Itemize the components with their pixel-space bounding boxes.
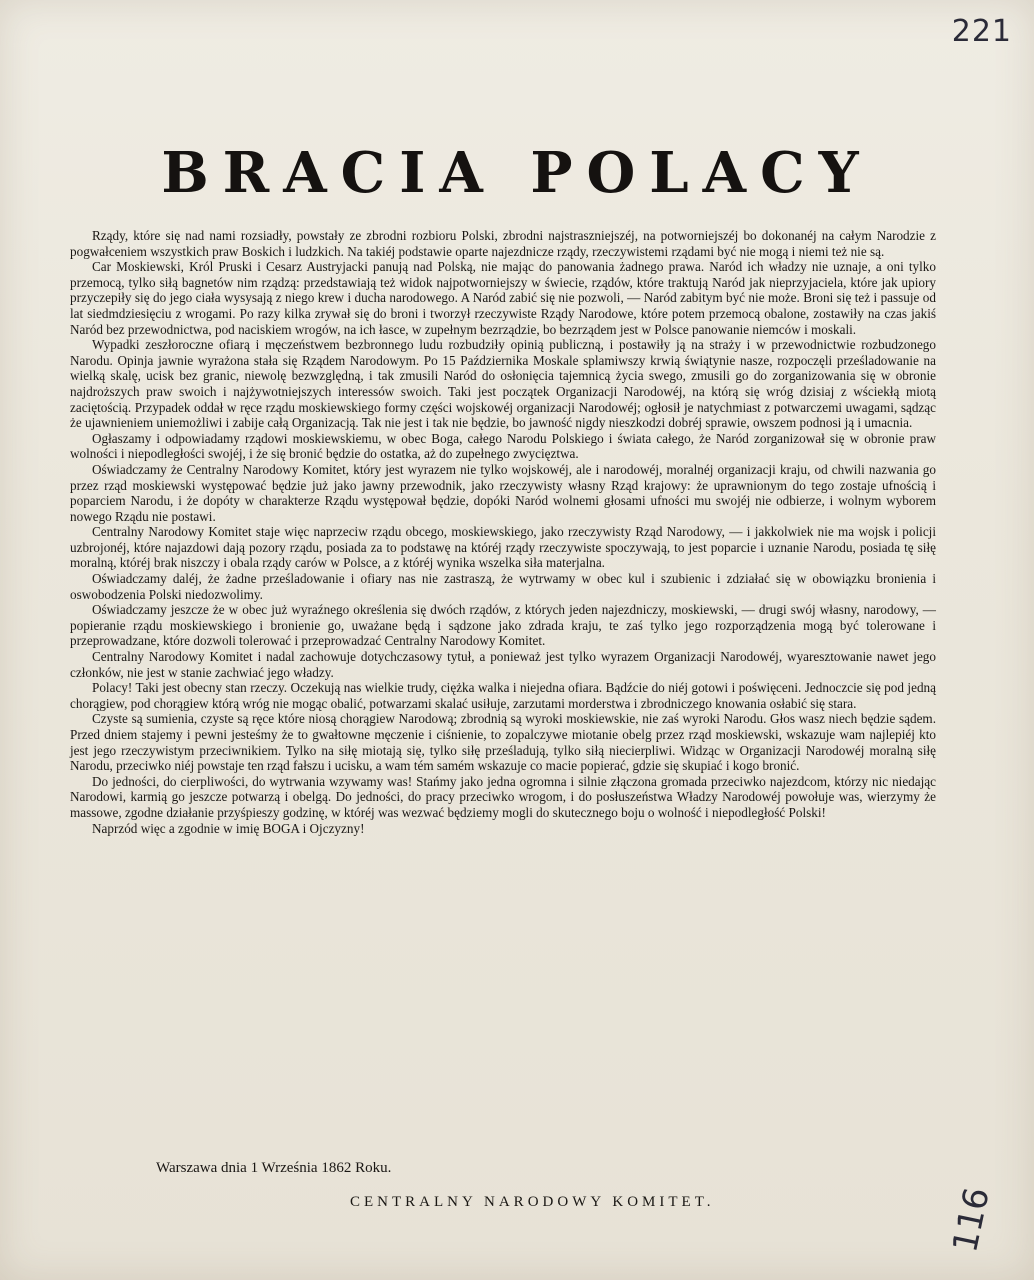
paragraph: Naprzód więc a zgodnie w imię BOGA i Ojczyzny! <box>92 820 365 836</box>
paragraph: Wypadki zeszłoroczne ofiarą i męczeństwem bezbronnego ludu rozbudziły opinią publiczną, i postawiły ją na straży i w przewodnictwie rozbudzonego Narodu. Opinja jawnie wyrażona stała się Rządem Narodowym. Po 15 Października Moskale splamiwszy krwią świątynie nasze, rozpoczęli prześladowanie na wielką skalę, ucisk bez granic, niewolę bezwzględną, i tak zmusili Naród do osłonięcia tajemnicą życia swego, zmusili go do zorganizowania się w obronie najdroższych praw swoich i najżywotniejszych interessów swoich. Taki jest początek Organizacji Narodowéj, na którą się wróg dzisiaj z wściekłą miotą zaciętością. Przypadek oddał w ręce rządu moskiewskiego formy części wojskowéj organizacji Narodowéj; ogłosił je natychmiast z potwarczemi uwagami, sądząc że ujawnieniem uniemożliwi i zabije całą Organizacją. Tak nie jest i tak nie będzie, bo jawność nigdy nieszkodzi dobréj sprawie, owszem podnosi ją i umacnia. <box>70 337 936 431</box>
paragraph: Polacy! Taki jest obecny stan rzeczy. Oczekują nas wielkie trudy, ciężka walka i niejedna ofiara. Bądźcie do niéj gotowi i poświęceni. Jednoczcie się pod jedną chorągiew, pod chorągiew którą wróg nie mogąc obalić, potwarzami skalać usiłuje, zarzutami morderstwa i zbrodniczego knowania osłabić się stara. <box>70 680 936 711</box>
signature: CENTRALNY NARODOWY KOMITET. <box>350 1194 715 1210</box>
paragraph: Oświadczamy jeszcze że w obec już wyraźnego określenia się dwóch rządów, z których jeden najezdniczy, moskiewski, — drugi swój własny, narodowy, — popieranie rządu moskiewskiego i bronienie go, uważane będą i sądzone jako zdrada kraju, te zaś tylko jego rozporządzenia mogą być tolerowane i przeprowadzane, które dozwoli tolerować i przeprowadzać Centralny Narodowy Komitet. <box>70 602 936 649</box>
paragraph: Czyste są sumienia, czyste są ręce które niosą chorągiew Narodową; zbrodnią są wyroki moskiewskie, nie zaś wyroki Narodu. Głos wasz niech będzie sądem. Przed dniem stajemy i pewni jesteśmy że to gwałtowne męczenie i ciśnienie, to zopalczywe miotanie obelg przez rząd moskiewski, wskazuje wam najlepiéj kto jest jego rzeczywistym przeciwnikiem. Tylko na siłę miotają się, tylko siłę prześladują, tylko siłą niecierpliwi. Widząc w Organizacji Narodowéj moralną siłę Narodu, przeciwko niéj powstaje ten rząd fałszu i ucisku, a wam tém samém wskazuje co macie popierać, gdzie się skupiać i kogo bronić. <box>70 711 936 774</box>
paragraph: Centralny Narodowy Komitet i nadal zachowuje dotychczasowy tytuł, a ponieważ jest tylko wyrazem Organizacji Narodowéj, wyaresztowanie nawet jego członków, nie jest w stanie zachwiać jego władzy. <box>70 649 936 680</box>
paragraph: Oświadczamy daléj, że żadne prześladowanie i ofiary nas nie zastraszą, że wytrwamy w obec kul i szubienic i zdziałać się w obowiązku bronienia i oswobodzenia Polski niedozwolimy. <box>70 571 936 602</box>
document-title: BRACIA POLACY <box>161 140 873 206</box>
date-line: Warszawa dnia 1 Września 1862 Roku. <box>156 1160 392 1176</box>
paragraph: Centralny Narodowy Komitet staje więc naprzeciw rządu obcego, moskiewskiego, jako rzeczywisty Rząd Narodowy, — i jakkolwiek nie ma wojsk i policji uzbrojonéj, które najazdowi dają pozory rządu, posiada za to podstawę na któréj rządy rzeczywiste spoczywają, to jest poparcie i uznanie Narodu, posiada tę siłę moralną, któréj brak niszczy i obala rządy carów w Polsce, a z któréj wynika wszelka siła materjalna. <box>70 524 936 571</box>
paragraph: Ogłaszamy i odpowiadamy rządowi moskiewskiemu, w obec Boga, całego Narodu Polskiego i świata całego, że Naród zorganizował się w obronie praw wolności i niepodległości swojéj, i że się bronić będzie do ostatka, aż do zupełnego zwycięztwa. <box>70 430 936 462</box>
paragraph: Rządy, które się nad nami rozsiadły, powstały ze zbrodni rozbioru Polski, zbrodni najstraszniejszéj, na potworniejszéj bo dokonanéj na całym Narodzie z pogwałceniem wszystkich praw Boskich i ludzkich. Na takiéj podstawie oparte najezdnicze rządy, rzeczywistemi rządami być nie mogą i niemi też nie są. <box>70 228 936 259</box>
paragraph: Oświadczamy że Centralny Narodowy Komitet, który jest wyrazem nie tylko wojskowéj, ale i narodowéj, moralnéj organizacji kraju, od chwili nazwania go przez rząd moskiewski występować będzie już jako jawny przewodnik, jako rzeczywisty własny Rząd krajowy: że uprawnionym do tego zostaje ufnością i poparciem Narodu, i że dopóty w charakterze Rządu występował będzie, dopóki Naród wolnemi głosami ufności mu swojéj nie odbierze, i wolnym wyborem nowego Rządu nie postawi. <box>70 461 936 524</box>
margin-note: 116 <box>945 1184 998 1256</box>
document-body <box>70 228 936 836</box>
paragraph: Do jedności, do cierpliwości, do wytrwania wzywamy was! Stańmy jako jedna ogromna i silnie złączona gromada przeciwko najezdcom, którzy nic niedając Narodowi, karmią go jeszcze potwarzą i obelgą. Do jedności, do pracy przeciwko wrogom, i do posłuszeństwa Władzy Narodowéj powołuje was, wierzymy że massowe, zgodne działanie przyśpieszy godzinę, w któréj was wezwać będziemy mogli do skutecznego boju o wolność i niepodległość Polski! <box>70 773 936 820</box>
paragraph: Car Moskiewski, Król Pruski i Cesarz Austryjacki panują nad Polską, nie mając do panowania żadnego prawa. Naród ich władzy nie uznaje, a oni tylko przemocą, tylko siłą bagnetów nim rządzą: przedstawiają też widok najpotworniejszy w świecie, rządów, które traktują Naród jak nieprzyjaciela, które jak upiory przyczepiły się do jego ciała wysysają z niego krew i ducha narodowego. A Naród zabić się nie pozwoli, — Naród zabitym być nie może. Broni się też i passuje od lat siedmdziesięciu z wrogami. Po razy kilka zrywał się do broni i tworzył rzeczywiste Rządy Narodowe, które potem przemocą obalone, zostawiły na czas jakiś Naród bez przewodnictwa, pod naciskiem wrogów, na ich łasce, w zupełnym bezrządzie, bo bezrządem jest w Polsce panowanie niemców i moskali. <box>70 259 936 337</box>
archive-number: 221 <box>951 14 1012 49</box>
